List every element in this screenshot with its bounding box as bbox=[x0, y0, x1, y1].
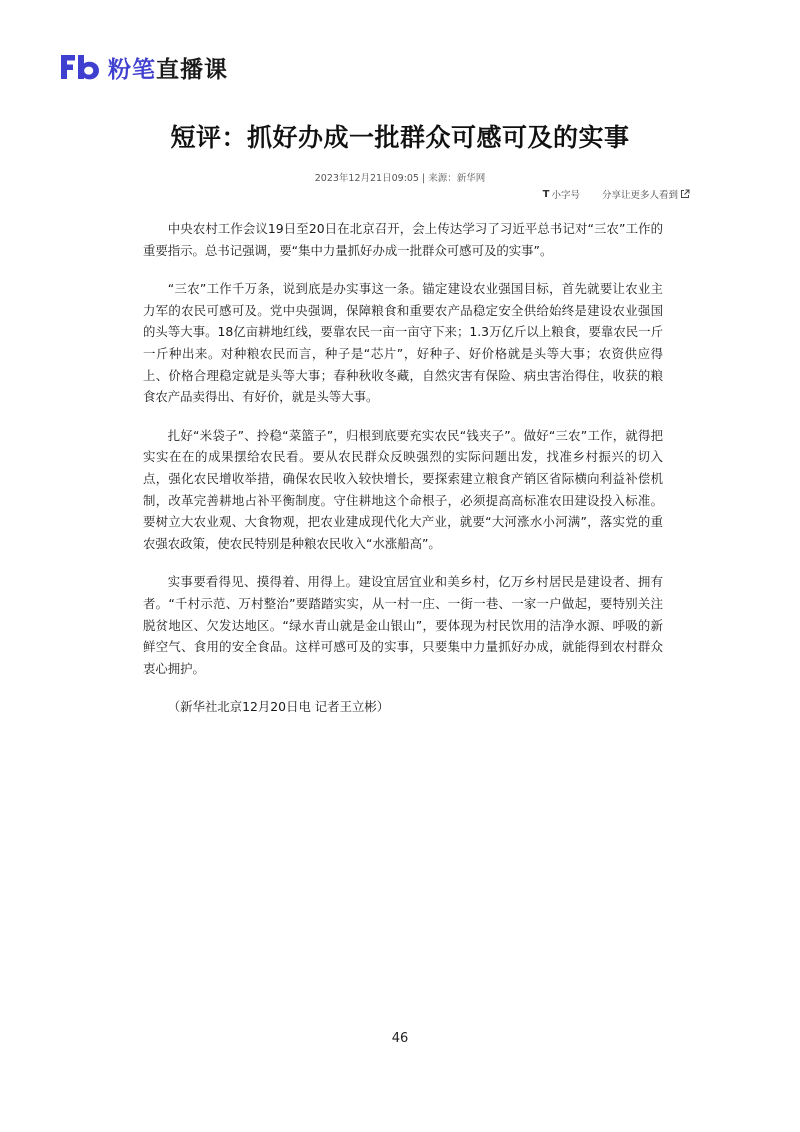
share-label: 分享让更多人看到 bbox=[601, 190, 678, 201]
share-button[interactable] bbox=[602, 187, 690, 201]
article-meta: 2023年12月21日09:05 | 来源：新华网 bbox=[314, 173, 486, 184]
article-byline: （新华社北京12月20日电 记者王立彬） bbox=[167, 699, 390, 715]
fenbi-logo-icon bbox=[58, 51, 102, 83]
article-paragraph: “三农”工作千万条，说到底是办实事这一条。锚定建设农业强国目标，首先就要让农业主力军的农民可感可及。党中央强调，保障粮食和重要农产品稳定安全供给始终是建设农业强国的头等大事。18亿亩耕地红线，要靠农民一亩一亩守下来；1.3万亿斤以上粮食，要靠农民一斤一斤种出来。对种粮农民而言，种子是“芯片”，好种子、好价格就是头等大事；农资供应得上、价格合理稳定就是头等大事；春种秋收冬藏，自然灾害有保险、病虫害治得住，收获的粮食农产品卖得出、有好价，就是头等大事。 bbox=[143, 281, 663, 405]
article-paragraph: 扎好“米袋子”、拎稳“菜篮子”，归根到底要充实农民“钱夹子”。做好“三农”工作，就得把实实在在的成果摆给农民看。要从农民群众反映强烈的实际问题出发，找准乡村振兴的切入点，强化农民增收举措，确保农民收入较快增长，要探索建立粮食产销区省际横向利益补偿机制，改革完善耕地占补平衡制度。守住耕地这个命根子，必须提高高标准农田建设投入标准。要树立大农业观、大食物观，把农业建成现代化大产业，就要“大河涨水小河满”，落实党的重农强农政策，使农民特别是种粮农民收入“水涨船高”。 bbox=[143, 427, 663, 551]
brand-name-highlight: 粉笔 bbox=[108, 56, 156, 83]
brand-name bbox=[108, 51, 228, 84]
brand-name-rest: 直播课 bbox=[156, 56, 228, 83]
article-paragraph: 实事要看得见、摸得着、用得上。建设宜居宜业和美乡村，亿万乡村居民是建设者、拥有者。“千村示范、万村整治”要踏踏实实，从一村一庄、一街一巷、一家一户做起，要特别关注脱贫地区、欠发达地区。“绿水青山就是金山银山”，要体现为村民饮用的洁净水源、呼吸的新鲜空气、食用的安全食品。这样可感可及的实事，只要集中力量抓好办成，就能得到农村群众衷心拥护。 bbox=[143, 574, 663, 676]
article-title: 短评：抓好办成一批群众可感可及的实事 bbox=[170, 123, 630, 152]
share-icon bbox=[680, 189, 690, 199]
page-number: 46 bbox=[391, 1031, 409, 1046]
article-tools bbox=[543, 187, 690, 201]
brand-header bbox=[58, 50, 228, 84]
article-paragraph: 中央农村工作会议19日至20日在北京召开，会上传达学习了习近平总书记对“三农”工作的重要指示。总书记强调，要“集中力量抓好办成一批群众可感可及的实事”。 bbox=[143, 221, 663, 258]
article-body bbox=[143, 218, 663, 735]
font-size-toggle[interactable] bbox=[543, 187, 580, 201]
font-size-icon: T bbox=[542, 188, 550, 200]
font-size-label: 小字号 bbox=[551, 190, 580, 201]
